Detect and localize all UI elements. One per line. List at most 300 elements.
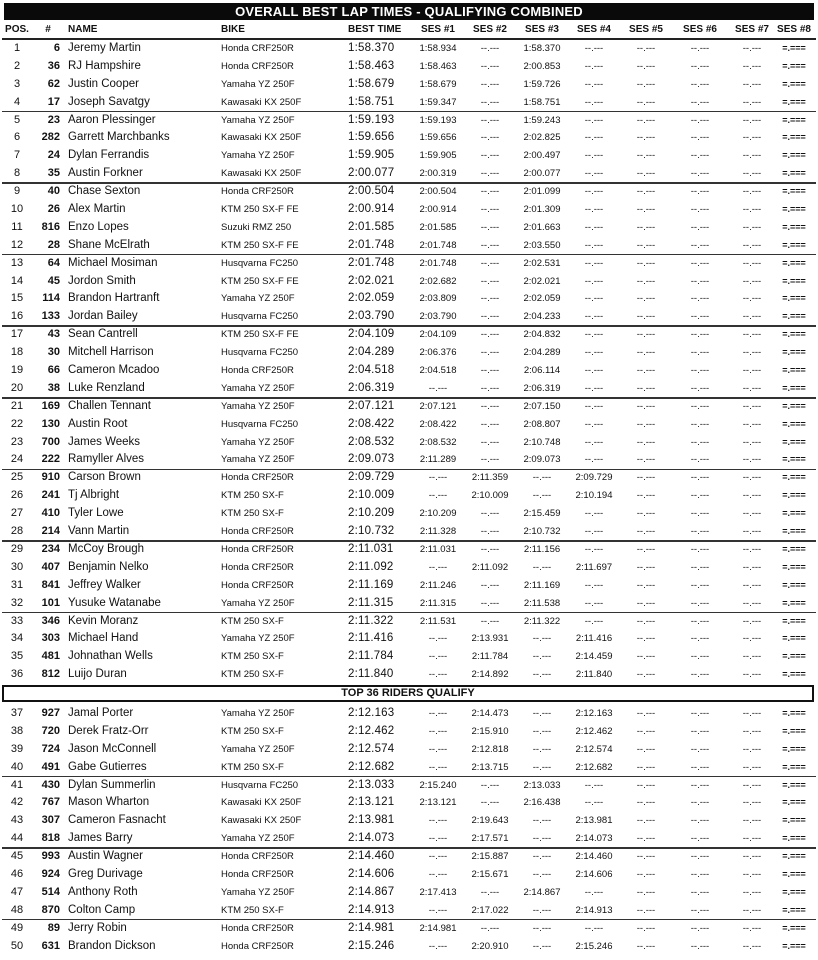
ses8: =.=== xyxy=(782,365,806,376)
ses4: 2:12.682 xyxy=(575,761,613,773)
bike: Yamaha YZ 250F xyxy=(221,633,295,645)
ses8: =.=== xyxy=(782,132,806,143)
ses7: --.--- xyxy=(742,597,762,609)
rider-name: Benjamin Nelko xyxy=(68,560,149,573)
ses7: --.--- xyxy=(742,204,762,216)
ses2: 2:17.022 xyxy=(471,904,509,916)
ses1: 2:14.981 xyxy=(419,922,457,934)
ses1: --.--- xyxy=(428,761,448,773)
ses7: --.--- xyxy=(742,329,762,341)
rider-name: Sean Cantrell xyxy=(68,328,138,341)
bike: Yamaha YZ 250F xyxy=(221,78,295,90)
ses8: =.=== xyxy=(782,869,806,880)
ses3: --.--- xyxy=(532,940,552,952)
ses3: 2:11.538 xyxy=(523,597,561,609)
ses8: =.=== xyxy=(782,257,806,268)
ses1: 2:01.748 xyxy=(419,239,457,251)
best-time: 2:11.169 xyxy=(348,578,394,591)
ses2: --.--- xyxy=(480,43,500,54)
ses5: --.--- xyxy=(636,651,656,663)
ses7: --.--- xyxy=(742,851,762,863)
best-time: 2:11.315 xyxy=(348,596,394,609)
table-row xyxy=(0,648,818,666)
rider-number: 307 xyxy=(41,814,60,827)
ses5: --.--- xyxy=(636,472,656,484)
table-row xyxy=(0,866,818,884)
ses7: --.--- xyxy=(742,43,762,54)
ses2: 2:13.715 xyxy=(471,761,509,773)
rider-name: Luke Renzland xyxy=(68,381,145,394)
ses2: 2:12.818 xyxy=(471,743,509,755)
pos: 12 xyxy=(10,238,24,251)
pos: 37 xyxy=(10,707,24,719)
ses2: --.--- xyxy=(480,329,500,341)
ses1: 2:15.240 xyxy=(419,779,457,791)
ses2: --.--- xyxy=(480,311,500,323)
best-time: 2:11.031 xyxy=(348,542,394,555)
rider-name: Jamal Porter xyxy=(68,707,134,719)
col-header-ses8: SES #8 xyxy=(777,24,811,35)
best-time: 2:11.784 xyxy=(348,650,394,663)
pos: 15 xyxy=(10,292,24,305)
ses6: --.--- xyxy=(690,940,710,952)
ses7: --.--- xyxy=(742,797,762,809)
bike: Honda CRF250R xyxy=(221,526,294,538)
ses1: --.--- xyxy=(428,708,448,719)
best-time: 1:59.656 xyxy=(348,131,395,144)
rider-number: 45 xyxy=(47,274,60,287)
ses5: --.--- xyxy=(636,275,656,287)
ses7: --.--- xyxy=(742,940,762,952)
bike: Yamaha YZ 250F xyxy=(221,400,295,412)
ses3: 2:11.169 xyxy=(523,579,561,591)
ses4: --.--- xyxy=(584,615,604,627)
pos: 4 xyxy=(13,95,21,108)
ses4: --.--- xyxy=(584,779,604,791)
rider-name: Dylan Summerlin xyxy=(68,778,156,791)
ses4: --.--- xyxy=(584,508,604,520)
table-row xyxy=(0,165,818,183)
bike: KTM 250 SX-F FE xyxy=(221,329,299,341)
rider-name: Aaron Plessinger xyxy=(68,113,156,126)
best-time: 2:00.077 xyxy=(348,167,395,180)
ses1: 2:08.422 xyxy=(419,418,457,430)
ses6: --.--- xyxy=(690,669,710,681)
ses5: --.--- xyxy=(636,508,656,520)
pos: 7 xyxy=(13,149,21,162)
ses5: --.--- xyxy=(636,940,656,952)
ses1: --.--- xyxy=(428,851,448,863)
pos: 45 xyxy=(10,850,24,863)
best-time: 2:13.981 xyxy=(348,814,395,827)
table-row xyxy=(0,705,818,723)
ses5: --.--- xyxy=(636,669,656,681)
ses7: --.--- xyxy=(742,615,762,627)
ses7: --.--- xyxy=(742,60,762,72)
rider-number: 234 xyxy=(41,542,60,555)
best-time: 1:59.905 xyxy=(348,149,395,162)
ses4: 2:14.913 xyxy=(575,904,613,916)
bike: Honda CRF250R xyxy=(221,365,294,377)
bike: Honda CRF250R xyxy=(221,43,294,54)
ses8: =.=== xyxy=(782,186,806,197)
ses8: =.=== xyxy=(782,797,806,808)
bike: Yamaha YZ 250F xyxy=(221,454,295,466)
bike: KTM 250 SX-F FE xyxy=(221,275,299,287)
ses1: --.--- xyxy=(428,940,448,952)
table-row xyxy=(0,308,818,326)
ses8: =.=== xyxy=(782,275,806,286)
table-row xyxy=(0,666,818,684)
ses6: --.--- xyxy=(690,904,710,916)
ses8: =.=== xyxy=(782,454,806,465)
bike: Yamaha YZ 250F xyxy=(221,114,295,126)
ses8: =.=== xyxy=(782,508,806,519)
rider-name: Carson Brown xyxy=(68,471,141,484)
best-time: 2:10.009 xyxy=(348,489,395,502)
ses1: 2:08.532 xyxy=(419,436,457,448)
table-row xyxy=(0,812,818,830)
table-row xyxy=(0,848,818,866)
ses3: 2:15.459 xyxy=(523,508,561,520)
best-time: 2:13.033 xyxy=(348,778,395,791)
ses3: --.--- xyxy=(532,851,552,863)
ses5: --.--- xyxy=(636,708,656,719)
ses8: =.=== xyxy=(782,400,806,411)
ses7: --.--- xyxy=(742,257,762,269)
bike: Honda CRF250R xyxy=(221,851,294,863)
ses5: --.--- xyxy=(636,239,656,251)
best-time: 2:14.073 xyxy=(348,832,395,845)
table-row xyxy=(0,830,818,848)
ses8: =.=== xyxy=(782,204,806,215)
ses5: --.--- xyxy=(636,490,656,502)
best-time: 2:14.460 xyxy=(348,850,395,863)
ses1: --.--- xyxy=(428,815,448,827)
ses1: --.--- xyxy=(428,904,448,916)
rider-number: 724 xyxy=(41,742,60,755)
rider-name: Vann Martin xyxy=(68,525,130,538)
ses5: --.--- xyxy=(636,815,656,827)
ses6: --.--- xyxy=(690,922,710,934)
ses1: 2:00.319 xyxy=(419,168,457,180)
ses4: --.--- xyxy=(584,132,604,144)
ses3: 2:13.033 xyxy=(523,779,561,791)
col-header-bike: BIKE xyxy=(221,24,245,35)
pos: 2 xyxy=(13,59,21,72)
pos: 11 xyxy=(11,220,23,233)
ses7: --.--- xyxy=(742,365,762,377)
table-row xyxy=(0,290,818,308)
rider-name: Justin Cooper xyxy=(68,77,139,90)
ses8: =.=== xyxy=(782,382,806,393)
rider-name: Jordon Smith xyxy=(68,274,136,287)
bike: Honda CRF250R xyxy=(221,869,294,881)
pos: 29 xyxy=(10,542,24,555)
best-time: 2:01.585 xyxy=(348,220,395,233)
ses6: --.--- xyxy=(690,633,710,645)
bike: Honda CRF250R xyxy=(221,472,294,484)
table-row xyxy=(0,40,818,58)
ses2: 2:15.887 xyxy=(471,851,509,863)
ses8: =.=== xyxy=(782,490,806,501)
ses7: --.--- xyxy=(742,132,762,144)
best-time: 2:09.729 xyxy=(348,471,395,484)
ses2: 2:11.784 xyxy=(471,651,509,663)
rider-name: Michael Mosiman xyxy=(68,256,158,269)
ses3: 1:58.751 xyxy=(523,96,561,108)
table-row xyxy=(0,613,818,631)
ses1: 1:58.463 xyxy=(419,60,457,72)
ses7: --.--- xyxy=(742,669,762,681)
pos: 42 xyxy=(10,796,24,809)
ses6: --.--- xyxy=(690,561,710,573)
ses1: 2:11.531 xyxy=(419,615,457,627)
rider-number: 282 xyxy=(41,131,60,144)
ses1: --.--- xyxy=(428,869,448,881)
ses4: --.--- xyxy=(584,418,604,430)
ses8: =.=== xyxy=(782,904,806,915)
ses4: --.--- xyxy=(584,311,604,323)
bike: Honda CRF250R xyxy=(221,186,294,198)
bike: KTM 250 SX-F xyxy=(221,651,284,663)
best-time: 2:08.422 xyxy=(348,417,395,430)
pos: 34 xyxy=(10,632,24,645)
best-time: 2:11.322 xyxy=(348,614,394,627)
rider-number: 36 xyxy=(47,59,60,72)
best-time: 2:03.790 xyxy=(348,310,395,323)
ses7: --.--- xyxy=(742,904,762,916)
table-row xyxy=(0,326,818,344)
table-row xyxy=(0,76,818,94)
ses2: --.--- xyxy=(480,257,500,269)
ses6: --.--- xyxy=(690,615,710,627)
ses2: --.--- xyxy=(480,168,500,180)
rider-name: Ramyller Alves xyxy=(68,453,145,466)
ses5: --.--- xyxy=(636,204,656,216)
ses4: --.--- xyxy=(584,526,604,538)
ses8: =.=== xyxy=(782,597,806,608)
ses7: --.--- xyxy=(742,347,762,359)
rider-number: 430 xyxy=(41,778,60,791)
ses2: --.--- xyxy=(480,186,500,198)
rider-name: Enzo Lopes xyxy=(68,220,129,233)
ses3: 2:01.663 xyxy=(523,221,561,233)
ses2: --.--- xyxy=(480,543,500,555)
bike: Kawasaki KX 250F xyxy=(221,96,302,108)
ses6: --.--- xyxy=(690,365,710,377)
rider-number: 514 xyxy=(41,885,60,898)
rider-name: Cameron Mcadoo xyxy=(68,364,160,377)
ses6: --.--- xyxy=(690,78,710,90)
ses4: --.--- xyxy=(584,150,604,162)
table-row xyxy=(0,380,818,398)
bike: Yamaha YZ 250F xyxy=(221,382,295,394)
ses3: 2:03.550 xyxy=(523,239,561,251)
ses3: 2:04.832 xyxy=(523,329,561,341)
ses2: 2:14.473 xyxy=(471,708,509,719)
ses1: 1:59.347 xyxy=(419,96,457,108)
rider-number: 6 xyxy=(53,42,60,54)
bike: KTM 250 SX-F FE xyxy=(221,239,299,251)
table-row xyxy=(0,273,818,291)
table-row xyxy=(0,434,818,452)
ses6: --.--- xyxy=(690,797,710,809)
ses2: --.--- xyxy=(480,150,500,162)
ses8: =.=== xyxy=(782,526,806,537)
ses8: =.=== xyxy=(782,779,806,790)
ses3: 1:58.370 xyxy=(523,43,561,54)
ses6: --.--- xyxy=(690,543,710,555)
pos: 13 xyxy=(10,256,24,269)
ses8: =.=== xyxy=(782,347,806,358)
pos: 24 xyxy=(10,453,24,466)
ses3: 2:11.156 xyxy=(523,543,561,555)
ses2: --.--- xyxy=(480,886,500,898)
ses8: =.=== xyxy=(782,221,806,232)
ses7: --.--- xyxy=(742,96,762,108)
ses4: --.--- xyxy=(584,347,604,359)
rider-name: Jeffrey Walker xyxy=(68,578,141,591)
pos: 20 xyxy=(10,381,24,394)
pos: 39 xyxy=(10,742,24,755)
ses2: 2:19.643 xyxy=(471,815,509,827)
ses2: 2:15.671 xyxy=(471,869,509,881)
ses3: --.--- xyxy=(532,561,552,573)
ses5: --.--- xyxy=(636,904,656,916)
bike: KTM 250 SX-F xyxy=(221,669,284,681)
best-time: 2:11.092 xyxy=(348,560,394,573)
ses5: --.--- xyxy=(636,257,656,269)
rider-number: 64 xyxy=(47,256,60,269)
ses3: --.--- xyxy=(532,708,552,719)
best-time: 2:11.840 xyxy=(348,668,394,681)
ses4: --.--- xyxy=(584,922,604,934)
table-row xyxy=(0,884,818,902)
ses8: =.=== xyxy=(782,43,806,53)
rider-number: 870 xyxy=(41,903,60,916)
ses1: 2:07.121 xyxy=(419,400,457,412)
ses4: --.--- xyxy=(584,365,604,377)
ses4: --.--- xyxy=(584,221,604,233)
ses3: 2:16.438 xyxy=(523,797,561,809)
ses4: --.--- xyxy=(584,597,604,609)
ses2: --.--- xyxy=(480,922,500,934)
pos: 44 xyxy=(10,832,24,845)
ses6: --.--- xyxy=(690,436,710,448)
ses8: =.=== xyxy=(782,418,806,429)
ses7: --.--- xyxy=(742,472,762,484)
best-time: 2:12.163 xyxy=(348,707,395,719)
rider-number: 23 xyxy=(47,113,60,126)
ses5: --.--- xyxy=(636,561,656,573)
ses3: 2:01.309 xyxy=(523,204,561,216)
table-row xyxy=(0,344,818,362)
ses3: 2:09.073 xyxy=(523,454,561,466)
ses1: --.--- xyxy=(428,743,448,755)
table-row xyxy=(0,902,818,920)
ses4: --.--- xyxy=(584,329,604,341)
ses7: --.--- xyxy=(742,743,762,755)
bike: Husqvarna FC250 xyxy=(221,347,299,359)
bike: KTM 250 SX-F xyxy=(221,725,284,737)
pos: 14 xyxy=(10,274,24,287)
rider-name: Kevin Moranz xyxy=(68,614,139,627)
ses7: --.--- xyxy=(742,779,762,791)
ses3: 2:10.732 xyxy=(523,526,561,538)
rider-name: Jeremy Martin xyxy=(68,42,141,54)
ses3: 1:59.726 xyxy=(523,78,561,90)
ses7: --.--- xyxy=(742,561,762,573)
rider-number: 816 xyxy=(41,220,60,233)
ses6: --.--- xyxy=(690,869,710,881)
ses5: --.--- xyxy=(636,400,656,412)
ses1: 2:11.246 xyxy=(419,579,457,591)
ses5: --.--- xyxy=(636,779,656,791)
ses6: --.--- xyxy=(690,275,710,287)
ses2: --.--- xyxy=(480,275,500,287)
ses8: =.=== xyxy=(782,78,806,89)
ses8: =.=== xyxy=(782,815,806,826)
pos: 27 xyxy=(10,507,24,520)
qualify-cutoff-banner: TOP 36 RIDERS QUALIFY xyxy=(2,685,814,702)
ses6: --.--- xyxy=(690,239,710,251)
ses2: --.--- xyxy=(480,508,500,520)
rider-number: 303 xyxy=(41,632,60,645)
ses3: 2:08.807 xyxy=(523,418,561,430)
table-row xyxy=(0,94,818,112)
bike: Yamaha YZ 250F xyxy=(221,150,295,162)
ses6: --.--- xyxy=(690,311,710,323)
ses8: =.=== xyxy=(782,833,806,844)
ses8: =.=== xyxy=(782,311,806,322)
bike: Yamaha YZ 250F xyxy=(221,597,295,609)
rider-name: Jerry Robin xyxy=(68,921,127,934)
ses4: --.--- xyxy=(584,275,604,287)
rider-number: 169 xyxy=(41,399,60,412)
ses8: =.=== xyxy=(782,940,806,951)
bike: Honda CRF250R xyxy=(221,922,294,934)
table-row xyxy=(0,362,818,380)
ses2: --.--- xyxy=(480,60,500,72)
rider-name: Austin Root xyxy=(68,417,128,430)
ses7: --.--- xyxy=(742,168,762,180)
ses1: 2:00.914 xyxy=(419,204,457,216)
ses8: =.=== xyxy=(782,293,806,304)
rider-number: 993 xyxy=(41,850,60,863)
rider-name: Gabe Gutierres xyxy=(68,760,147,773)
rider-number: 30 xyxy=(47,346,60,359)
ses3: --.--- xyxy=(532,651,552,663)
rider-number: 101 xyxy=(41,596,60,609)
table-row xyxy=(0,541,818,559)
ses5: --.--- xyxy=(636,579,656,591)
ses6: --.--- xyxy=(690,418,710,430)
table-row xyxy=(0,938,818,956)
best-time: 2:08.532 xyxy=(348,435,395,448)
ses6: --.--- xyxy=(690,526,710,538)
rider-number: 631 xyxy=(41,939,60,952)
ses6: --.--- xyxy=(690,833,710,845)
pos: 19 xyxy=(10,364,24,377)
bike: Yamaha YZ 250F xyxy=(221,833,295,845)
rider-number: 241 xyxy=(41,489,60,502)
table-row xyxy=(0,451,818,469)
ses3: --.--- xyxy=(532,743,552,755)
ses1: 2:11.289 xyxy=(419,454,457,466)
rider-name: Michael Hand xyxy=(68,632,139,645)
ses5: --.--- xyxy=(636,78,656,90)
